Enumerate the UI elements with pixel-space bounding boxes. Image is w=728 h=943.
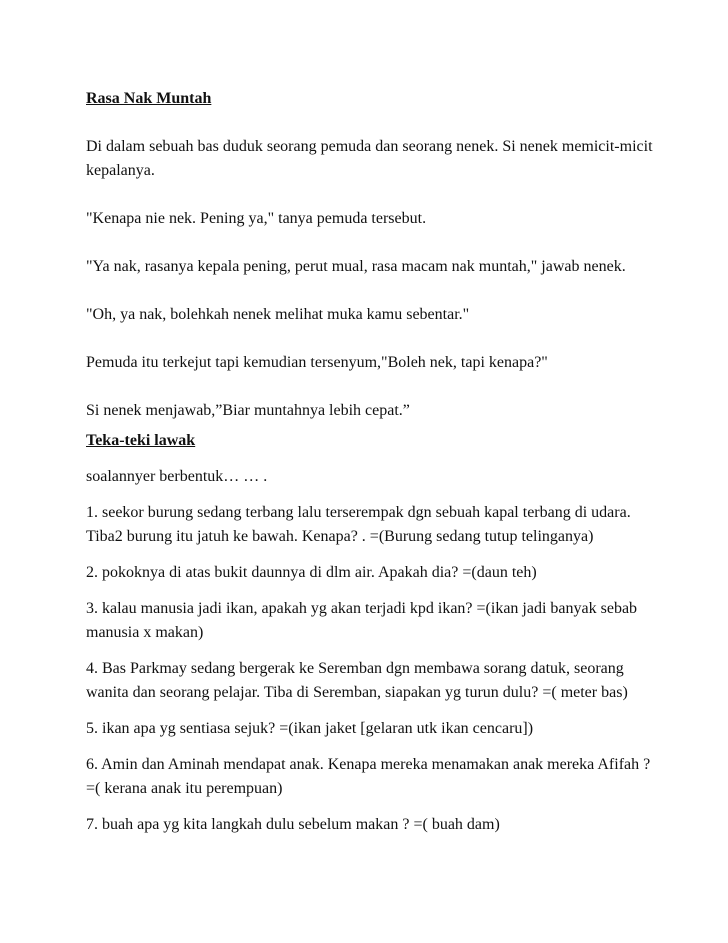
riddle-item: 6. Amin dan Aminah mendapat anak. Kenapa mereka menamakan anak mereka Afifah ? =( kerana anak itu perempuan) [86, 756, 651, 797]
riddle-item: 7. buah apa yg kita langkah dulu sebelum makan ? =( buah dam) [86, 816, 500, 833]
story-paragraph: "Ya nak, rasanya kepala pening, perut mual, rasa macam nak muntah," jawab nenek. [86, 258, 626, 275]
story-paragraph: Di dalam sebuah bas duduk seorang pemuda dan seorang nenek. Si nenek memicit-micit kepalanya. [86, 138, 653, 179]
riddle-item: 1. seekor burung sedang terbang lalu terserempak dgn sebuah kapal terbang di udara. Tiba2 burung itu jatuh ke bawah. Kenapa? . =(Burung sedang tutup telinganya) [86, 504, 631, 545]
riddle-item: 3. kalau manusia jadi ikan, apakah yg akan terjadi kpd ikan? =(ikan jadi banyak sebab manusia x makan) [86, 600, 638, 641]
riddle-item: 5. ikan apa yg sentiasa sejuk? =(ikan jaket [gelaran utk ikan cencaru]) [86, 720, 534, 737]
section-intro: soalannyer berbentuk… … . [86, 468, 268, 485]
story-paragraph: "Kenapa nie nek. Pening ya," tanya pemuda tersebut. [86, 210, 427, 227]
document-body [86, 87, 656, 837]
story-title: Rasa Nak Muntah [86, 90, 212, 107]
story-paragraph: "Oh, ya nak, bolehkah nenek melihat muka kamu sebentar." [86, 306, 470, 323]
riddle-item: 2. pokoknya di atas bukit daunnya di dlm air. Apakah dia? =(daun teh) [86, 564, 537, 581]
story-paragraph: Pemuda itu terkejut tapi kemudian tersenyum,"Boleh nek, tapi kenapa?" [86, 354, 548, 371]
section-title: Teka-teki lawak [86, 432, 196, 449]
riddle-item: 4. Bas Parkmay sedang bergerak ke Seremban dgn membawa sorang datuk, seorang wanita dan seorang pelajar. Tiba di Seremban, siapakan yg turun dulu? =( meter bas) [86, 660, 628, 701]
story-paragraph: Si nenek menjawab,”Biar muntahnya lebih cepat.” [86, 402, 410, 419]
